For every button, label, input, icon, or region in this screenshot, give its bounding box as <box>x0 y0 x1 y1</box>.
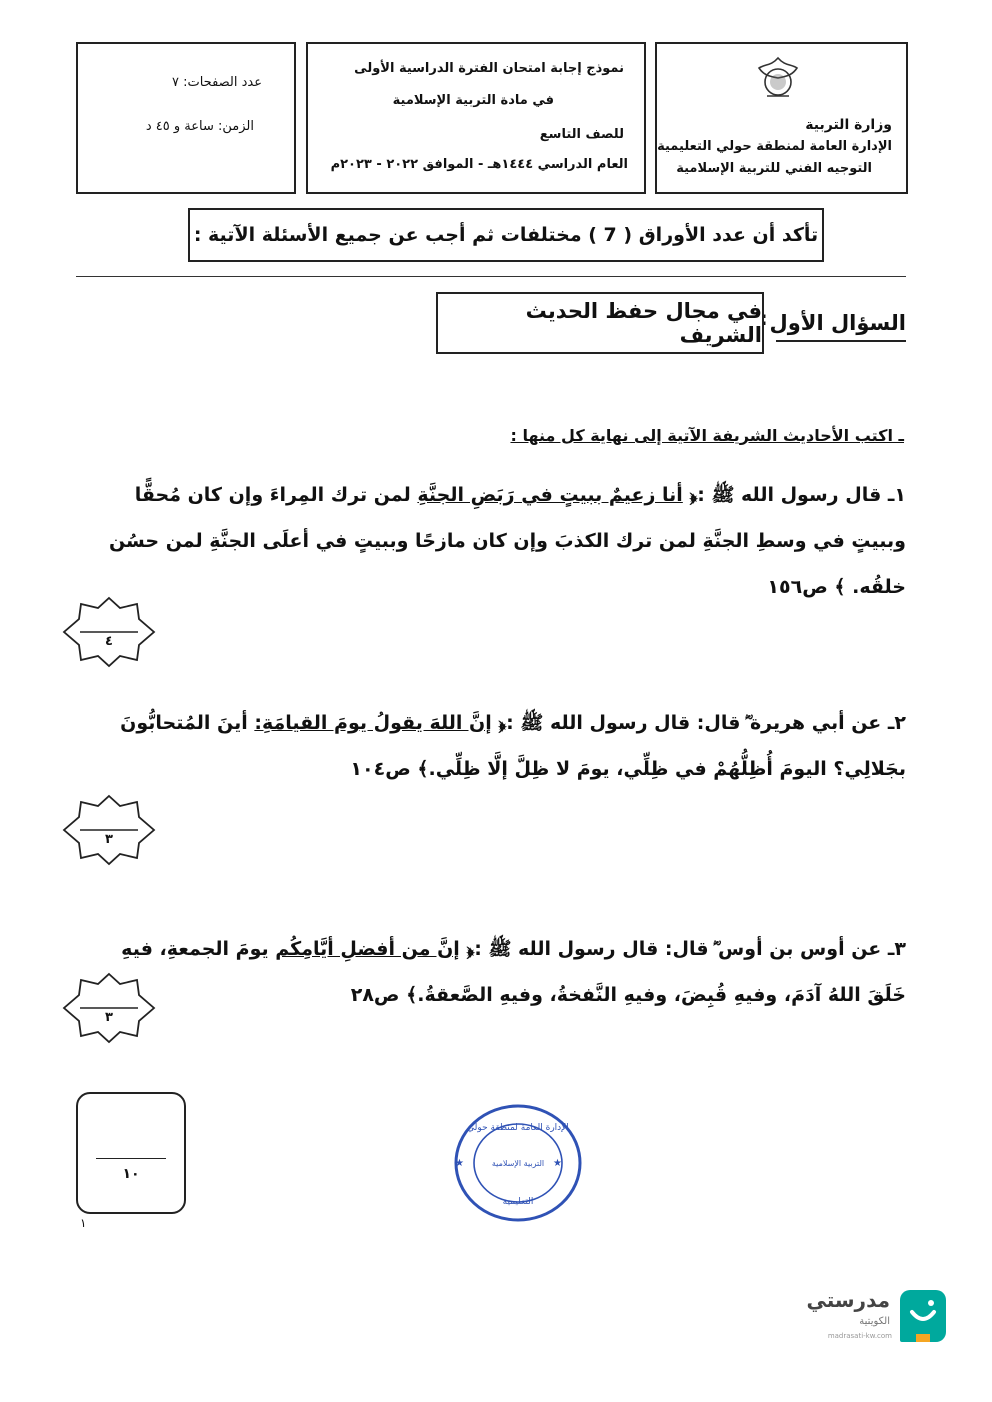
exam-title-box <box>306 42 646 194</box>
hadith-2-line-1 <box>88 700 906 746</box>
site-logo <box>790 1286 950 1358</box>
hadith-2-given: إنَّ اللهَ يقولُ يومَ القيامَةِ: <box>254 712 492 734</box>
hadith-1-line-1 <box>88 472 906 518</box>
logo-sub: الكويتية <box>859 1316 890 1327</box>
exam-duration: الزمن: ساعة و ٤٥ د <box>145 119 254 134</box>
hadith-1-line-3: خلقُه. ﴾ ص١٥٦ <box>767 576 906 598</box>
hadith-3-answer-start: يومَ الجمعةِ، فيهِ <box>121 938 276 960</box>
hadith-3-intro: ٣ـ عن أوس بن أوس ؓ قال: قال رسول الله ﷺ :﴿ <box>459 938 906 960</box>
logo-url: madrasati-kw.com <box>827 1332 892 1340</box>
exam-line-4: العام الدراسي ١٤٤٤هـ - الموافق ٢٠٢٢ - ٢٠٢٣م <box>330 157 628 172</box>
hadith-1-given: أنا زعيمٌ ببيتٍ في رَبَضِ الجنَّةِ <box>417 484 683 506</box>
svg-text:التعليمية: التعليمية <box>502 1197 534 1207</box>
question-label-colon: : <box>760 308 768 330</box>
score-3-value: ٣ <box>105 1010 113 1025</box>
exam-line-3: للصف التاسع <box>539 127 624 142</box>
hadith-1 <box>88 472 906 610</box>
svg-text:★: ★ <box>553 1158 562 1169</box>
kuwait-emblem <box>753 54 803 102</box>
header-divider <box>76 276 906 277</box>
hadith-3-given: إنَّ من أفضلِ أيَّامِكُم <box>275 938 460 960</box>
total-score-line <box>96 1158 166 1159</box>
svg-text:التربية الإسلامية: التربية الإسلامية <box>491 1159 545 1168</box>
exam-line-1: نموذج إجابة امتحان الفترة الدراسية الأولى <box>354 61 624 76</box>
exam-info-box <box>76 42 296 194</box>
question-label <box>769 306 906 342</box>
question-label-text: السؤال الأول <box>769 311 906 335</box>
section-title-box <box>436 292 764 354</box>
hadith-2 <box>88 700 906 792</box>
hadith-1-answer-start: لمن ترك المِراءَ وإن كان مُحقًّا <box>134 484 418 506</box>
exam-line-2: في مادة التربية الإسلامية <box>392 93 554 108</box>
hadith-1-intro: ١ـ قال رسول الله ﷺ :﴿ <box>682 484 906 506</box>
official-stamp <box>450 1100 586 1226</box>
ministry-box <box>655 42 908 194</box>
score-star-1 <box>62 596 156 668</box>
hadith-2-line-2: بجَلالِي؟ اليومَ أُظِلُّهُمْ في ظِلِّي، يومَ لا ظِلَّ إلَّا ظِلِّي.﴾ ص١٠٤ <box>350 758 906 780</box>
logo-badge-icon <box>900 1290 946 1342</box>
score-star-3 <box>62 972 156 1044</box>
score-star-2 <box>62 794 156 866</box>
hadith-3 <box>88 926 906 1018</box>
instruction-text: تأكد أن عدد الأوراق ( 7 ) مختلفات ثم أجب عن جميع الأسئلة الآتية : <box>193 224 819 246</box>
svg-text:الإدارة العامة لمنطقة حولي: الإدارة العامة لمنطقة حولي <box>467 1123 569 1133</box>
ministry-line-2: الإدارة العامة لمنطقة حولي التعليمية <box>657 139 892 154</box>
logo-name: مدرستي <box>806 1288 890 1312</box>
task-prompt: ـ اكتب الأحاديث الشريفة الآتية إلى نهاية كل منها : <box>510 426 904 445</box>
page-count: عدد الصفحات: ٧ <box>171 75 262 90</box>
section-title: في مجال حفظ الحديث الشريف <box>525 299 762 347</box>
hadith-2-intro: ٢ـ عن أبي هريرة ؓ قال: قال رسول الله ﷺ :﴿ <box>491 712 906 734</box>
ministry-line-1: وزارة التربية <box>805 117 892 133</box>
ministry-line-3: التوجيه الفني للتربية الإسلامية <box>676 161 872 176</box>
hadith-3-line-2: خَلَقَ اللهُ آدَمَ، وفيهِ قُبِضَ، وفيهِ النَّفخةُ، وفيهِ الصَّعقةُ.﴾ ص٢٨ <box>350 984 906 1006</box>
total-score-value: ١٠ <box>122 1166 140 1182</box>
page-number: ١ <box>80 1216 87 1230</box>
instruction-box <box>188 208 824 262</box>
total-score-box <box>76 1092 186 1214</box>
score-2-value: ٣ <box>105 832 113 847</box>
hadith-1-line-2: وببيتٍ في وسطِ الجنَّةِ لمن ترك الكذبَ وإن كان مازحًا وببيتٍ في أعلَى الجنَّةِ لمن حسُن <box>108 530 906 552</box>
score-1-value: ٤ <box>105 634 113 649</box>
svg-text:★: ★ <box>455 1158 464 1169</box>
hadith-2-answer-start: أينَ المُتحابُّونَ <box>120 712 255 734</box>
hadith-3-line-1 <box>88 926 906 972</box>
